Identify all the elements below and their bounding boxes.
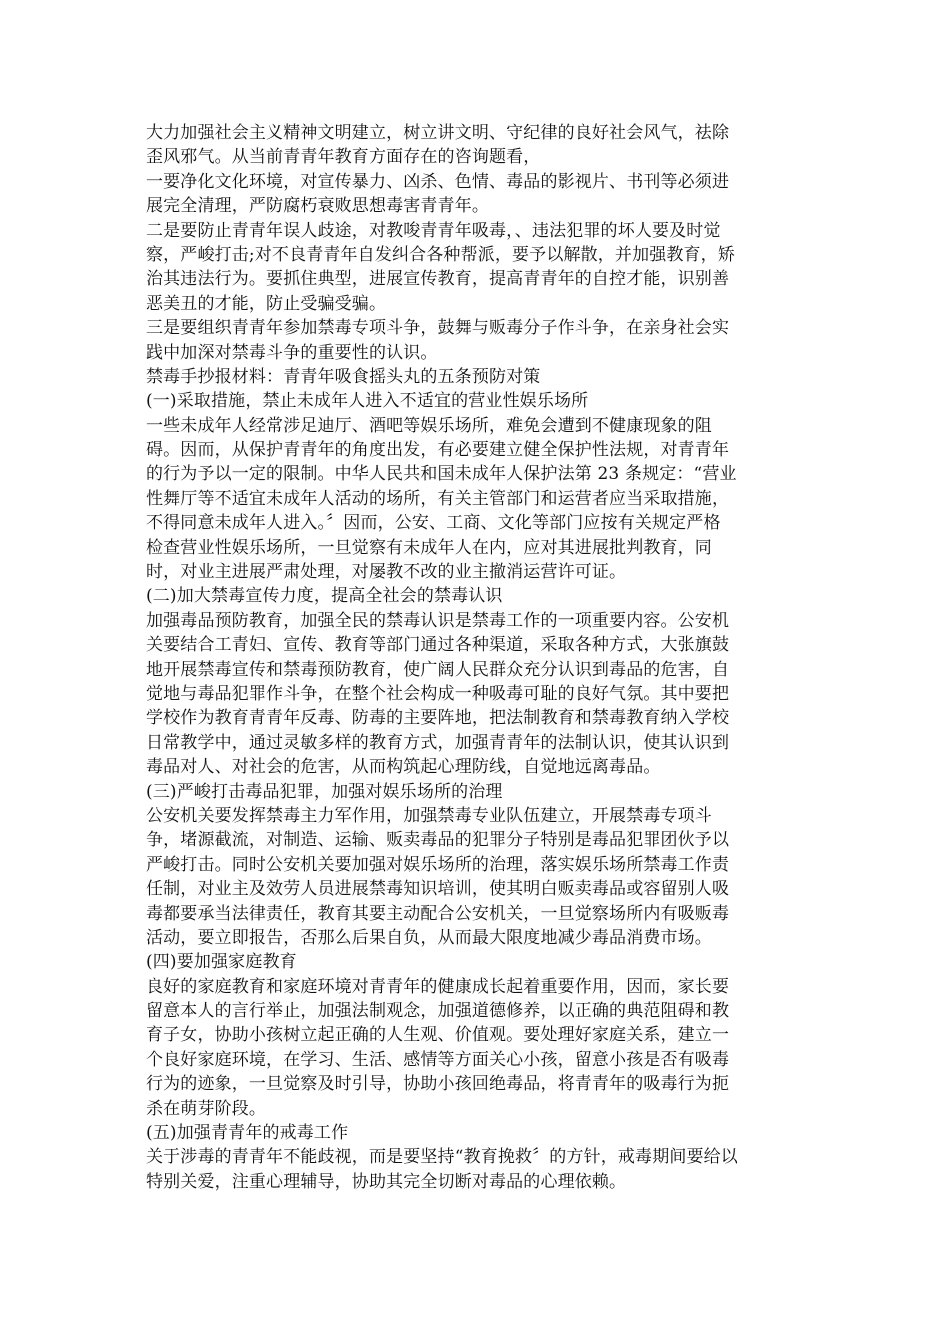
text-line: 毒都要承当法律责任，教育其要主动配合公安机关，一旦觉察场所内有吸贩毒 (146, 903, 730, 924)
text-line: 公安机关要发挥禁毒主力军作用，加强禁毒专业队伍建立，开展禁毒专项斗 (146, 805, 712, 826)
text-line: 展完全清理，严防腐朽衰败思想毒害青青年。 (146, 196, 489, 217)
text-line: 良好的家庭教育和家庭环境对青青年的健康成长起着重要作用，因而，家长要 (146, 976, 730, 997)
text-line: 恶美丑的才能，防止受骗受骗。 (146, 293, 387, 314)
text-line: 二是要防止青青年误人歧途，对教唆青青年吸毒，、违法犯罪的坏人要及时觉 (146, 220, 721, 241)
text-line: 不得同意未成年人进入。〞因而，公安、工商、文化等部门应按有关规定严格 (146, 513, 721, 534)
text-line: 日常教学中，通过灵敏多样的教育方式，加强青青年的法制认识，使其认识到 (146, 732, 730, 753)
text-line: 个良好家庭环境，在学习、生活、感情等方面关心小孩，留意小孩是否有吸毒 (146, 1049, 730, 1070)
text-line: 三是要组织青青年参加禁毒专项斗争，鼓舞与贩毒分子作斗争，在亲身社会实 (146, 318, 730, 339)
text-line: 察，严峻打击;对不良青青年自发纠合各种帮派，要予以解散，并加强教育，矫 (146, 244, 735, 265)
text-line: 特别关爱，注重心理辅导，协助其完全切断对毒品的心理依赖。 (146, 1171, 627, 1192)
text-line: 性舞厅等不适宜未成年人活动的场所，有关主管部门和运营者应当采取措施， (146, 488, 730, 509)
document-body (146, 121, 806, 1194)
text-line: 留意本人的言行举止，加强法制观念，加强道德修养，以正确的典范阻碍和教 (146, 1001, 730, 1022)
text-line: 检查营业性娱乐场所，一旦觉察有未成年人在内，应对其进展批判教育，同 (146, 537, 712, 558)
text-line: 时，对业主进展严肃处理，对屡教不改的业主撤消运营许可证。 (146, 562, 627, 583)
text-line: 行为的迹象，一旦觉察及时引导，协助小孩回绝毒品，将青青年的吸毒行为扼 (146, 1074, 730, 1095)
text-line: 治其违法行为。要抓住典型，进展宣传教育，提高青青年的自控才能，识别善 (146, 269, 730, 290)
text-line: 歪风邪气。从当前青青年教育方面存在的咨询题看， (146, 147, 541, 168)
section-heading: (五)加强青青年的戒毒工作 (146, 1123, 349, 1144)
text-line: 一些未成年人经常涉足迪厅、酒吧等娱乐场所，难免会遭到不健康现象的阻 (146, 415, 712, 436)
text-line: 活动，要立即报告，否那么后果自负，从而最大限度地减少毒品消费市场。 (146, 927, 712, 948)
text-line: 关于涉毒的青青年不能歧视，而是要坚持“教育挽救〞的方针，戒毒期间要给以 (146, 1147, 738, 1168)
text-line: 争，堵源截流，对制造、运输、贩卖毒品的犯罪分子特别是毒品犯罪团伙予以 (146, 830, 730, 851)
text-line: 严峻打击。同时公安机关要加强对娱乐场所的治理，落实娱乐场所禁毒工作责 (146, 854, 730, 875)
text-line: 践中加深对禁毒斗争的重要性的认识。 (146, 342, 438, 363)
text-line: 觉地与毒品犯罪作斗争，在整个社会构成一种吸毒可耻的良好气氛。其中要把 (146, 683, 730, 704)
text-line: 地开展禁毒宣传和禁毒预防教育，使广阔人民群众充分认识到毒品的危害，自 (146, 659, 730, 680)
text-line: 育子女，协助小孩树立起正确的人生观、价值观。要处理好家庭关系，建立一 (146, 1025, 730, 1046)
section-heading: (三)严峻打击毒品犯罪，加强对娱乐场所的治理 (146, 781, 503, 802)
text-line: 碍。因而，从保护青青年的角度出发，有必要建立健全保护性法规，对青青年 (146, 440, 730, 461)
section-heading: (一)采取措施，禁止未成年人进入不适宜的营业性娱乐场所 (146, 391, 589, 412)
text-line: 一要净化文化环境，对宣传暴力、凶杀、色情、毒品的影视片、书刊等必须进 (146, 171, 730, 192)
section-heading: (四)要加强家庭教育 (146, 952, 297, 973)
text-line: 毒品对人、对社会的危害，从而构筑起心理防线，自觉地远离毒品。 (146, 757, 661, 778)
text-line: 杀在萌芽阶段。 (146, 1098, 267, 1119)
section-heading: (二)加大禁毒宣传力度，提高全社会的禁毒认识 (146, 586, 503, 607)
text-line: 大力加强社会主义精神文明建立，树立讲文明、守纪律的良好社会风气，祛除 (146, 123, 730, 143)
text-line: 关要结合工青妇、宣传、教育等部门通过各种渠道，采取各种方式，大张旗鼓 (146, 635, 730, 656)
text-line: 加强毒品预防教育，加强全民的禁毒认识是禁毒工作的一项重要内容。公安机 (146, 610, 730, 631)
text-line: 学校作为教育青青年反毒、防毒的主要阵地，把法制教育和禁毒教育纳入学校 (146, 708, 730, 729)
section-heading: 禁毒手抄报材料：青青年吸食摇头丸的五条预防对策 (146, 366, 541, 387)
text-line: 任制，对业主及效劳人员进展禁毒知识培训，使其明白贩卖毒品或容留别人吸 (146, 879, 730, 900)
text-line: 的行为予以一定的限制。中华人民共和国未成年人保护法第 23 条规定：“营业 (146, 464, 737, 485)
